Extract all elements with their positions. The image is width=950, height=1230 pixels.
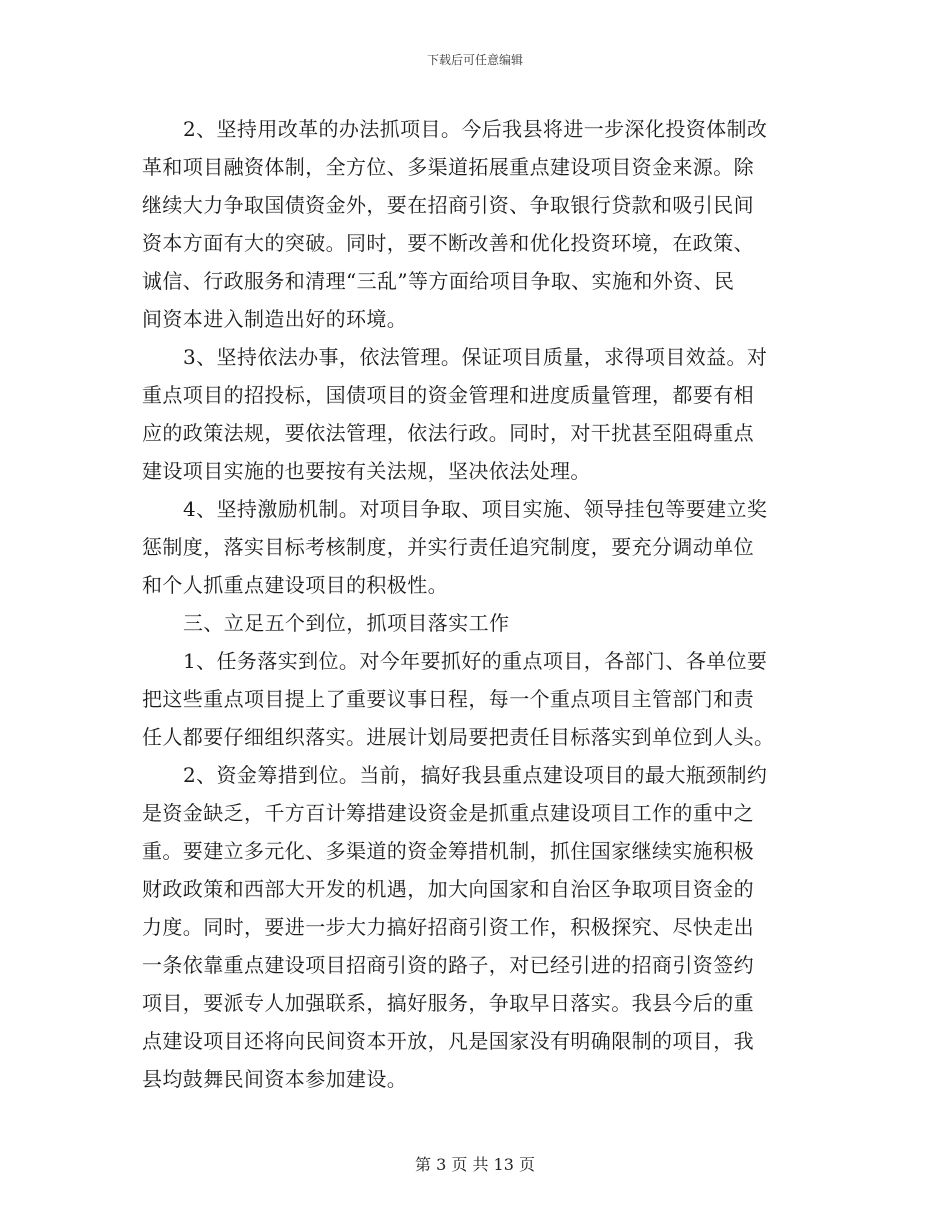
paragraph-line: 重。要建立多元化、多渠道的资金筹措机制，抓住国家继续实施积极: [142, 839, 754, 863]
paragraph-line: 和个人抓重点建设项目的积极性。: [142, 573, 448, 597]
page-header-note: 下载后可任意编辑: [426, 53, 523, 67]
page-number: 第 3 页 共 13 页: [415, 1155, 535, 1174]
paragraph-line: 建设项目实施的也要按有关法规，坚决依法处理。: [142, 459, 591, 483]
paragraph-line: 诚信、行政服务和清理“三乱”等方面给项目争取、实施和外资、民: [142, 269, 735, 293]
document-body: [142, 110, 808, 1098]
paragraph-line: 财政政策和西部大开发的机遇，加大向国家和自治区争取项目资金的: [142, 877, 754, 901]
paragraph-line: 项目，要派专人加强联系，搞好服务，争取早日落实。我县今后的重: [142, 991, 754, 1015]
section-heading: 三、立足五个到位，抓项目落实工作: [183, 611, 510, 635]
paragraph-line: 重点项目的招投标，国债项目的资金管理和进度质量管理，都要有相: [142, 383, 754, 407]
paragraph-line: 4、坚持激励机制。对项目争取、项目实施、领导挂包等要建立奖: [183, 497, 768, 521]
paragraph-line: 力度。同时，要进一步大力搞好招商引资工作，积极探究、尽快走出: [142, 915, 754, 939]
paragraph-line: 惩制度，落实目标考核制度，并实行责任追究制度，要充分调动单位: [142, 535, 754, 559]
paragraph-line: 把这些重点项目提上了重要议事日程，每一个重点项目主管部门和责: [142, 687, 754, 711]
paragraph-line: 革和项目融资体制，全方位、多渠道拓展重点建设项目资金来源。除: [142, 155, 754, 179]
paragraph-line: 县均鼓舞民间资本参加建设。: [142, 1067, 408, 1091]
paragraph-line: 2、坚持用改革的办法抓项目。今后我县将进一步深化投资体制改: [183, 117, 768, 141]
paragraph-line: 资本方面有大的突破。同时，要不断改善和优化投资环境，在政策、: [142, 231, 754, 255]
paragraph-line: 点建设项目还将向民间资本开放，凡是国家没有明确限制的项目，我: [142, 1029, 754, 1053]
paragraph-line: 应的政策法规，要依法管理，依法行政。同时，对干扰甚至阻碍重点: [142, 421, 754, 445]
paragraph-line: 间资本进入制造出好的环境。: [142, 307, 408, 331]
paragraph-line: 1、任务落实到位。对今年要抓好的重点项目，各部门、各单位要: [183, 649, 768, 673]
paragraph-line: 任人都要仔细组织落实。进展计划局要把责任目标落实到单位到人头。: [142, 725, 775, 749]
paragraph-line: 继续大力争取国债资金外，要在招商引资、争取银行贷款和吸引民间: [142, 193, 754, 217]
paragraph-line: 2、资金筹措到位。当前，搞好我县重点建设项目的最大瓶颈制约: [183, 763, 768, 787]
paragraph-line: 是资金缺乏，千方百计筹措建设资金是抓重点建设项目工作的重中之: [142, 801, 754, 825]
paragraph-line: 3、坚持依法办事，依法管理。保证项目质量，求得项目效益。对: [183, 345, 768, 369]
paragraph-line: 一条依靠重点建设项目招商引资的路子，对已经引进的招商引资签约: [142, 953, 754, 977]
